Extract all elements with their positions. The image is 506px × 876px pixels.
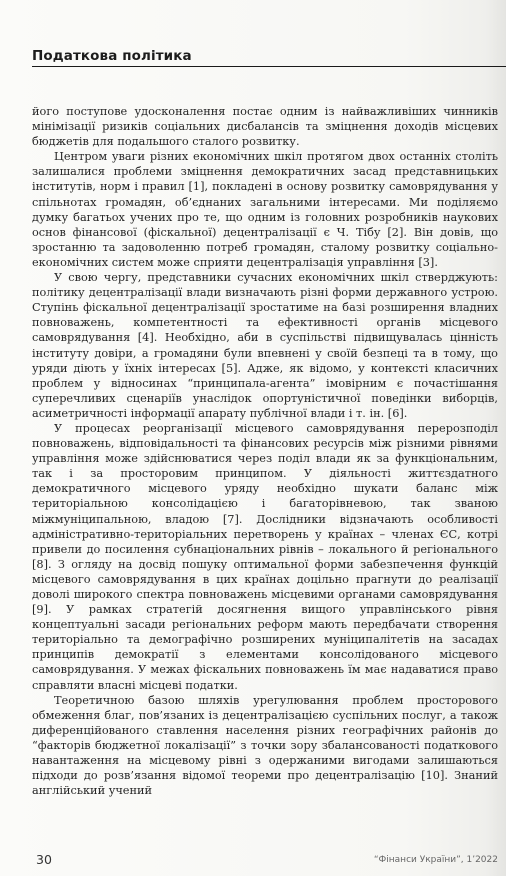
paragraph: У процесах реорганізації місцевого самоврядування перерозподіл повноважень, відповідальності та фінансових ресурсів між різними рівнями управління може здійснюватися через поділ влади як за функціональним, так і за просторовим принципом. У діяльності життєздатного демократичного місцевого уряду необхідно шукати баланс між територіальною консолідацією і багаторівневою, так званою міжмуніципальною, владою [7]. Дослідники відзначають особливості адміністративно-територіальних перетворень у країнах – членах ЄС, котрі привели до посилення субнаціональних рівнів – локального й регіонального [8]. З огляду на досвід пошуку оптимальної форми забезпечення функцій місцевого самоврядування в цих країнах доцільно прагнути до реалізації доволі широкого спектра повноважень місцевими органами самоврядування [9]. У рамках стратегій досягнення вищого управлінського рівня концептуальні засади регіональних реформ мають передбачати створення територіально та демографічно розширених муніципалітетів на засадах принципів демократії з елементами консолідованого місцевого самоврядування. У межах фіскальних повноважень їм має надаватися право справляти власні місцеві податки. xyxy=(32,421,498,692)
article-body xyxy=(32,104,498,798)
section-title: Податкова політика xyxy=(32,48,192,64)
paragraph: його поступове удосконалення постає одним із найважливіших чинників мінімізації ризиків соціальних дисбалансів та зміцнення доходів місцевих бюджетів для подальшого сталого розвитку. xyxy=(32,105,498,149)
page-number: 30 xyxy=(36,852,52,867)
paragraph: Центром уваги різних економічних шкіл протягом двох останніх століть залишалися проблеми зміцнення демократичних засад представницьких інститутів, норм і правил [1], покладені в основу розвитку самоврядування у спільнотах громадян, об’єднаних загальними інтересами. Ми поділяємо думку багатьох учених про те, що одним із головних розробників наукових основ фінансової (фіскальної) децентралізації є Ч. Тібу [2]. Він довів, що зростанню та задоволенню потреб громадян, сталому розвитку соціально-економічних систем може сприяти децентралізація управління [3]. xyxy=(32,150,498,269)
section-header xyxy=(32,48,506,67)
journal-citation: “Фінанси України”, 1’2022 xyxy=(373,855,498,865)
paragraph: Теоретичною базою шляхів урегулювання проблем просторового обмеження благ, пов’язаних із децентралізацією суспільних послуг, а також диференційованого ставлення населення різних географічних районів до “факторів бюджетної локалізації” з точки зору збалансованості податкового навантаження на місцевому рівні з одержаними вигодами залишаються підходи до розв’язання відомої теореми про децентралізацію [10]. Знаний англійський учений xyxy=(32,693,498,798)
paragraph: У свою чергу, представники сучасних економічних шкіл стверджують: політику децентралізації влади визначають різні форми державного устрою. Ступінь фіскальної децентралізації зростатиме на базі розширення владних повноважень, компетентності та ефективності органів місцевого самоврядування [4]. Необхідно, аби в суспільстві підвищувалась цінність інституту довіри, а громадяни були впевнені у своїй безпеці та в тому, що уряди діють у їхніх інтересах [5]. Адже, як відомо, у контексті класичних проблем у відносинах “принципала-агента” імовірним є почастішання суперечливих сценаріїв унаслідок опортуністичної поведінки виборців, асиметричності інформації апарату публічної влади і т. ін. [6]. xyxy=(32,271,498,420)
